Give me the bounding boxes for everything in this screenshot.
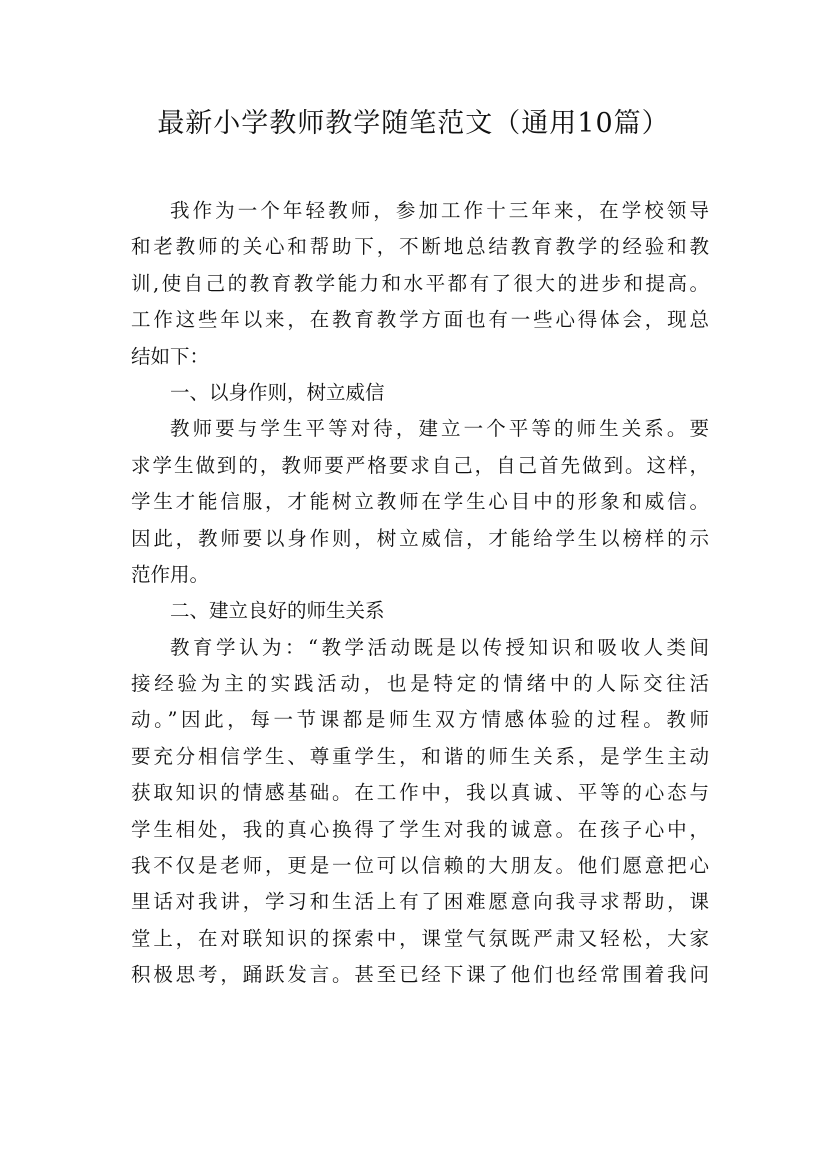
paragraph-line: 求学生做到的，教师要严格要求自己，自己首先做到。这样，: [131, 453, 709, 477]
paragraph-line: 学生才能信服，才能树立教师在学生心目中的形象和威信。: [131, 490, 709, 514]
paragraph-line: 教育学认为：“教学活动既是以传授知识和吸收人类间: [170, 635, 709, 659]
paragraph-line: 我不仅是老师，更是一位可以信赖的大朋友。他们愿意把心: [131, 854, 709, 878]
paragraph-line: 结如下：: [131, 344, 210, 368]
section-heading: 一、以身作则，树立威信: [170, 380, 385, 404]
section-heading: 二、建立良好的师生关系: [170, 599, 385, 623]
paragraph-line: 工作这些年以来，在教育教学方面也有一些心得体会，现总: [131, 308, 709, 332]
paragraph-line: 动。”因此，每一节课都是师生双方情感体验的过程。教师: [131, 708, 709, 732]
paragraph-line: 教师要与学生平等对待，建立一个平等的师生关系。要: [170, 417, 709, 441]
paragraph-line: 范作用。: [131, 562, 210, 586]
paragraph-line: 积极思考，踊跃发言。甚至已经下课了他们也经常围着我问: [131, 963, 709, 987]
paragraph-line: 训,使自己的教育教学能力和水平都有了很大的进步和提高。: [131, 271, 709, 295]
paragraph-line: 和老教师的关心和帮助下，不断地总结教育教学的经验和教: [131, 235, 709, 259]
document-title: 最新小学教师教学随笔范文（通用10篇）: [157, 108, 670, 139]
document-body: [131, 193, 709, 994]
paragraph-line: 因此，教师要以身作则，树立威信，才能给学生以榜样的示: [131, 526, 709, 550]
paragraph-line: 接经验为主的实践活动，也是特定的情绪中的人际交往活: [131, 672, 709, 696]
paragraph-line: 堂上，在对联知识的探索中，课堂气氛既严肃又轻松，大家: [131, 926, 709, 950]
paragraph-line: 学生相处，我的真心换得了学生对我的诚意。在孩子心中，: [131, 817, 709, 841]
paragraph-line: 里话对我讲，学习和生活上有了困难愿意向我寻求帮助，课: [131, 890, 709, 914]
paragraph-line: 我作为一个年轻教师，参加工作十三年来，在学校领导: [170, 199, 709, 222]
paragraph-line: 获取知识的情感基础。在工作中，我以真诚、平等的心态与: [131, 781, 709, 805]
paragraph-line: 要充分相信学生、尊重学生，和谐的师生关系，是学生主动: [131, 744, 709, 768]
